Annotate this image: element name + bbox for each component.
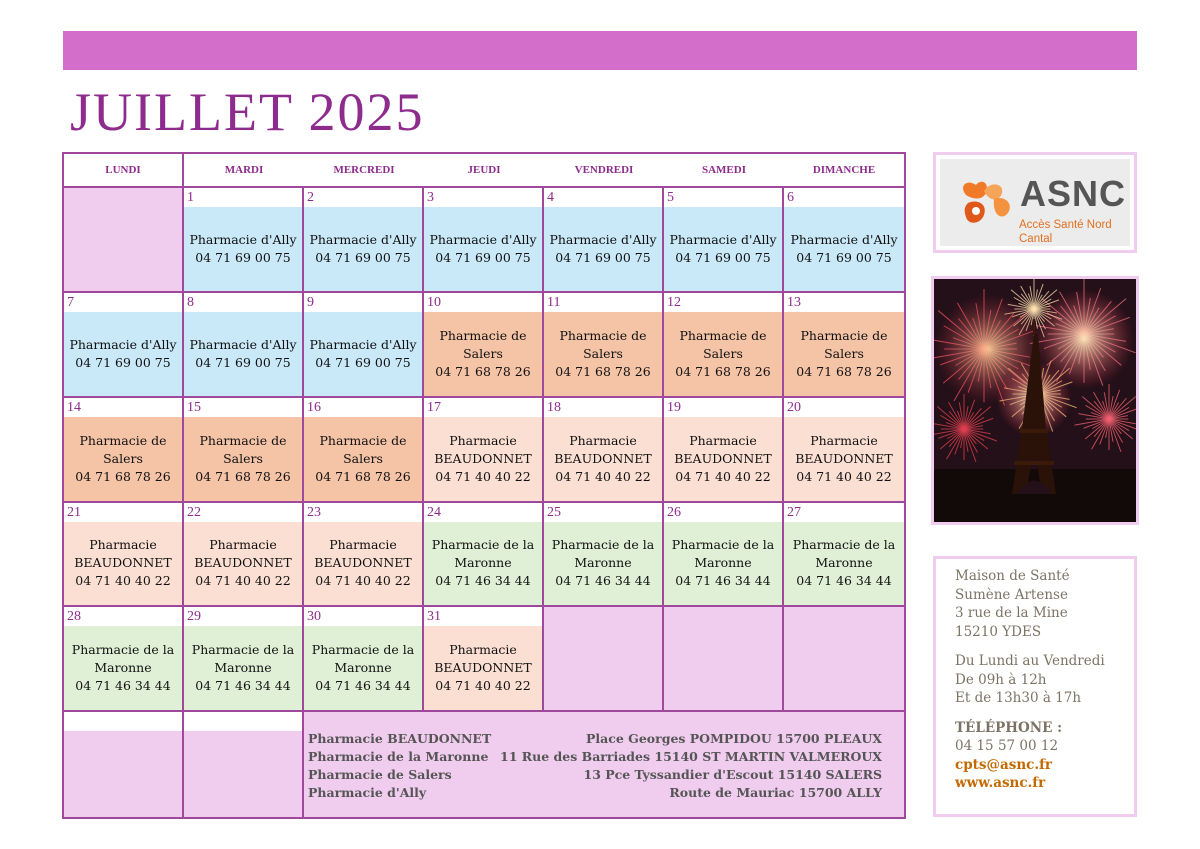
day-cell — [664, 188, 784, 293]
pharmacy-name: Salers — [703, 345, 743, 361]
pharmacy-name: Salers — [463, 345, 503, 361]
phone-label: TÉLÉPHONE : — [955, 719, 1063, 736]
weekday-tuesday: MARDI — [224, 164, 264, 176]
day-number: 9 — [307, 294, 314, 310]
pharmacy-on-duty — [184, 207, 302, 291]
pharmacy-phone: 04 71 40 40 22 — [555, 468, 651, 484]
pharmacy-on-duty — [424, 312, 542, 396]
pharmacy-phone: 04 71 68 78 26 — [796, 363, 892, 379]
pharmacy-name: Maronne — [454, 555, 512, 571]
pharmacy-name: Pharmacie — [569, 432, 637, 448]
pharmacy-name: Salers — [103, 450, 143, 466]
pharmacy-name: Maronne — [694, 555, 752, 571]
address-line: Maison de Santé — [955, 568, 1070, 584]
pharmacy-name: BEAUDONNET — [314, 555, 412, 571]
day-cell — [544, 398, 664, 503]
day-cell — [784, 293, 904, 398]
pharmacy-name: Pharmacie — [810, 432, 878, 448]
legend-pharmacy-address: 13 Pce Tyssandier d'Escout 15140 SALERS — [583, 767, 882, 783]
day-number: 8 — [187, 294, 194, 310]
day-cell — [304, 188, 424, 293]
address-line: Sumène Artense — [955, 586, 1068, 603]
pharmacy-name: Pharmacie — [449, 432, 517, 448]
legend-pharmacy-address: Place Georges POMPIDOU 15700 PLEAUX — [585, 731, 882, 747]
day-number: 13 — [787, 294, 801, 310]
pharmacy-name: Pharmacie de la — [551, 537, 655, 553]
pharmacy-phone: 04 71 69 00 75 — [435, 249, 531, 265]
pharmacy-phone: 04 71 69 00 75 — [195, 249, 291, 265]
pharmacy-legend — [304, 712, 904, 817]
day-cell — [304, 293, 424, 398]
day-cell — [184, 398, 304, 503]
pharmacy-name: Salers — [824, 345, 864, 361]
pharmacy-on-duty — [664, 312, 782, 396]
pharmacy-name: Pharmacie de — [199, 432, 287, 448]
pharmacy-name: Pharmacie de — [319, 432, 407, 448]
pharmacy-name: BEAUDONNET — [434, 660, 532, 676]
legend-pharmacy-name: Pharmacie de la Maronne — [308, 749, 489, 765]
day-number: 11 — [547, 294, 561, 310]
day-cell — [424, 607, 544, 712]
empty-day-cell — [664, 607, 784, 712]
pharmacy-phone: 04 71 68 78 26 — [675, 363, 771, 379]
pharmacy-phone: 04 71 69 00 75 — [796, 249, 892, 265]
day-cell — [184, 188, 304, 293]
pharmacy-name: Pharmacie d'Ally — [790, 231, 898, 247]
pharmacy-name: Salers — [223, 450, 263, 466]
logo-panel — [933, 152, 1137, 253]
day-number: 3 — [427, 190, 434, 205]
day-number: 14 — [67, 399, 81, 415]
pharmacy-name: Pharmacie — [449, 642, 517, 658]
pharmacy-name: Pharmacie de la — [792, 537, 896, 553]
pharmacy-on-duty — [64, 626, 182, 710]
pharmacy-on-duty — [304, 417, 422, 501]
pharmacy-phone: 04 71 68 78 26 — [75, 468, 171, 484]
day-number: 15 — [187, 399, 201, 415]
day-cell — [544, 188, 664, 293]
pharmacy-name: BEAUDONNET — [194, 555, 292, 571]
day-number: 2 — [307, 190, 314, 205]
legend-row — [308, 784, 882, 802]
day-cell — [424, 188, 544, 293]
pharmacy-on-duty — [304, 207, 422, 291]
weekday-sunday: DIMANCHE — [812, 164, 876, 176]
weekday-saturday: SAMEDI — [701, 164, 746, 176]
pharmacy-name: Pharmacie de — [800, 327, 888, 343]
pharmacy-name: Pharmacie — [209, 537, 277, 553]
day-number: 17 — [427, 399, 441, 415]
weekday-monday: LUNDI — [64, 154, 184, 186]
pharmacy-on-duty — [784, 522, 904, 606]
pharmacy-name: BEAUDONNET — [554, 450, 652, 466]
legend-pharmacy-address: 11 Rue des Barriades 15140 ST MARTIN VALMEROUX — [500, 749, 882, 765]
pharmacy-name: BEAUDONNET — [434, 450, 532, 466]
pharmacy-phone: 04 71 40 40 22 — [195, 573, 291, 589]
pharmacy-phone: 04 71 40 40 22 — [675, 468, 771, 484]
pharmacy-on-duty — [544, 522, 662, 606]
day-cell — [424, 293, 544, 398]
pharmacy-name: Pharmacie d'Ally — [189, 231, 297, 247]
day-cell — [544, 503, 664, 608]
pharmacy-phone: 04 71 46 34 44 — [195, 678, 291, 694]
day-cell — [64, 398, 184, 503]
day-cell — [784, 188, 904, 293]
pharmacy-name: Pharmacie de — [679, 327, 767, 343]
day-cell — [544, 293, 664, 398]
day-cell — [184, 293, 304, 398]
day-number: 18 — [547, 399, 561, 415]
pharmacy-on-duty — [664, 417, 782, 501]
pharmacy-on-duty — [304, 626, 422, 710]
pharmacy-name: BEAUDONNET — [674, 450, 772, 466]
day-number: 7 — [67, 294, 74, 310]
pharmacy-name: Pharmacie — [689, 432, 757, 448]
pharmacy-name: Pharmacie de — [559, 327, 647, 343]
legend-pharmacy-name: Pharmacie d'Ally — [308, 785, 427, 801]
pharmacy-name: Pharmacie d'Ally — [309, 336, 417, 352]
address-line: 3 rue de la Mine — [955, 605, 1068, 621]
pharmacy-on-duty — [424, 626, 542, 710]
pharmacy-on-duty — [424, 522, 542, 606]
weekday-wednesday: MERCREDI — [333, 164, 395, 176]
pharmacy-on-duty — [184, 626, 302, 710]
day-number: 20 — [787, 399, 801, 415]
pharmacy-name: Pharmacie d'Ally — [189, 336, 297, 352]
day-cell — [664, 503, 784, 608]
pharmacy-name: Pharmacie — [329, 537, 397, 553]
contact-panel — [933, 556, 1137, 817]
day-cell — [184, 503, 304, 608]
hours-line: Du Lundi au Vendredi — [955, 653, 1105, 669]
eiffel-fireworks-image — [931, 276, 1139, 525]
pharmacy-name: Salers — [343, 450, 383, 466]
day-number: 23 — [307, 504, 321, 520]
pharmacy-phone: 04 71 68 78 26 — [435, 363, 531, 379]
pharmacy-phone: 04 71 40 40 22 — [315, 573, 411, 589]
pharmacy-on-duty — [424, 207, 542, 291]
pharmacy-phone: 04 71 46 34 44 — [315, 678, 411, 694]
pharmacy-phone: 04 71 46 34 44 — [555, 573, 651, 589]
legend-row — [308, 766, 882, 784]
pharmacy-phone: 04 71 40 40 22 — [435, 678, 531, 694]
day-cell — [304, 503, 424, 608]
pharmacy-on-duty — [544, 207, 662, 291]
day-cell — [64, 503, 184, 608]
pharmacy-name: Pharmacie de — [79, 432, 167, 448]
day-number: 30 — [307, 609, 321, 625]
legend-pharmacy-name: Pharmacie de Salers — [308, 767, 452, 783]
day-number: 16 — [307, 399, 321, 415]
legend-row — [308, 748, 882, 766]
pharmacy-name: Maronne — [94, 660, 152, 676]
day-number: 10 — [427, 294, 441, 310]
pharmacy-phone: 04 71 40 40 22 — [75, 573, 171, 589]
pharmacy-on-duty — [184, 522, 302, 606]
pharmacy-phone: 04 71 40 40 22 — [435, 468, 531, 484]
day-cell — [784, 503, 904, 608]
day-number: 31 — [427, 609, 441, 625]
logo-text: ASNC — [1020, 173, 1127, 214]
pharmacy-name: Pharmacie de — [439, 327, 527, 343]
email-link[interactable]: cpts@asnc.fr — [955, 756, 1052, 773]
pharmacy-name: Maronne — [815, 555, 873, 571]
pharmacy-name: Pharmacie de la — [71, 642, 175, 658]
day-cell — [784, 398, 904, 503]
pharmacy-name: Pharmacie de la — [311, 642, 415, 658]
header-band — [63, 31, 1137, 70]
pharmacy-on-duty — [544, 417, 662, 501]
day-number: 6 — [787, 190, 794, 205]
pharmacy-name: Pharmacie d'Ally — [669, 231, 777, 247]
day-cell — [664, 398, 784, 503]
pharmacy-phone: 04 71 68 78 26 — [555, 363, 651, 379]
day-number: 4 — [547, 190, 554, 205]
hours-line: Et de 13h30 à 17h — [955, 690, 1082, 706]
day-cell — [304, 607, 424, 712]
day-cell — [64, 293, 184, 398]
legend-row — [308, 730, 882, 748]
page-title: JUILLET 2025 — [70, 82, 425, 142]
day-number: 12 — [667, 294, 681, 310]
pharmacy-phone: 04 71 68 78 26 — [315, 468, 411, 484]
pharmacy-name: Maronne — [574, 555, 632, 571]
pharmacy-on-duty — [784, 417, 904, 501]
pharmacy-phone: 04 71 46 34 44 — [675, 573, 771, 589]
day-number: 19 — [667, 399, 681, 415]
empty-day-cell — [544, 607, 664, 712]
pharmacy-phone: 04 71 69 00 75 — [315, 354, 411, 370]
day-number: 22 — [187, 504, 201, 520]
legend-pharmacy-name: Pharmacie BEAUDONNET — [308, 731, 492, 747]
day-cell — [304, 398, 424, 503]
pharmacy-on-duty — [184, 417, 302, 501]
pharmacy-name: Pharmacie de la — [191, 642, 295, 658]
day-cell — [664, 293, 784, 398]
pharmacy-on-duty — [664, 207, 782, 291]
pharmacy-phone: 04 71 69 00 75 — [555, 249, 651, 265]
weekday-thursday: JEUDI — [467, 164, 501, 176]
pharmacy-phone: 04 71 46 34 44 — [796, 573, 892, 589]
pharmacy-phone: 04 71 69 00 75 — [75, 354, 171, 370]
pharmacy-phone: 04 71 46 34 44 — [75, 678, 171, 694]
day-cell — [424, 398, 544, 503]
empty-day-cell — [184, 712, 304, 817]
pharmacy-phone: 04 71 69 00 75 — [315, 249, 411, 265]
pharmacy-phone: 04 71 69 00 75 — [195, 354, 291, 370]
pharmacy-name: BEAUDONNET — [795, 450, 893, 466]
pharmacy-on-duty — [664, 522, 782, 606]
empty-day-cell — [64, 712, 184, 817]
pharmacy-on-duty — [424, 417, 542, 501]
pharmacy-name: BEAUDONNET — [74, 555, 172, 571]
pharmacy-name: Salers — [583, 345, 623, 361]
pharmacy-on-duty — [184, 312, 302, 396]
fireworks-illustration — [934, 279, 1136, 522]
pharmacy-name: Pharmacie — [89, 537, 157, 553]
empty-day-cell — [784, 607, 904, 712]
pharmacy-on-duty — [64, 312, 182, 396]
day-number: 26 — [667, 504, 681, 520]
empty-day-cell — [64, 188, 184, 293]
day-number: 28 — [67, 609, 81, 625]
pharmacy-on-duty — [64, 522, 182, 606]
day-number: 29 — [187, 609, 201, 625]
pharmacy-name: Pharmacie d'Ally — [429, 231, 537, 247]
day-cell — [64, 607, 184, 712]
pharmacy-on-duty — [784, 207, 904, 291]
hours-line: De 09h à 12h — [955, 671, 1047, 688]
address-line: 15210 YDES — [955, 623, 1042, 640]
day-cell — [184, 607, 304, 712]
pharmacy-name: Pharmacie de la — [431, 537, 535, 553]
day-number: 5 — [667, 190, 674, 205]
pharmacy-name: Pharmacie d'Ally — [309, 231, 417, 247]
pharmacy-phone: 04 71 46 34 44 — [435, 573, 531, 589]
asnc-logo-icon — [954, 173, 1020, 233]
pharmacy-on-duty — [304, 312, 422, 396]
day-cell — [424, 503, 544, 608]
day-number: 24 — [427, 504, 441, 520]
pharmacy-phone: 04 71 40 40 22 — [796, 468, 892, 484]
calendar — [62, 152, 906, 819]
pharmacy-phone: 04 71 68 78 26 — [195, 468, 291, 484]
pharmacy-phone: 04 71 69 00 75 — [675, 249, 771, 265]
pharmacy-on-duty — [64, 417, 182, 501]
weekday-header — [64, 154, 904, 188]
pharmacy-on-duty — [784, 312, 904, 396]
day-number: 21 — [67, 504, 81, 520]
phone-number: 04 15 57 00 12 — [955, 738, 1059, 754]
day-number: 1 — [187, 190, 194, 205]
calendar-grid — [64, 188, 904, 817]
pharmacy-on-duty — [304, 522, 422, 606]
pharmacy-name: Maronne — [214, 660, 272, 676]
day-number: 25 — [547, 504, 561, 520]
pharmacy-name: Maronne — [334, 660, 392, 676]
pharmacy-name: Pharmacie d'Ally — [69, 336, 177, 352]
website-link[interactable]: www.asnc.fr — [955, 775, 1046, 791]
weekday-friday: VENDREDI — [574, 164, 634, 176]
pharmacy-name: Pharmacie d'Ally — [549, 231, 657, 247]
legend-pharmacy-address: Route de Mauriac 15700 ALLY — [669, 785, 882, 801]
day-number: 27 — [787, 504, 801, 520]
pharmacy-name: Pharmacie de la — [671, 537, 775, 553]
logo-subtitle: Accès Santé Nord Cantal — [1019, 219, 1112, 245]
pharmacy-on-duty — [544, 312, 662, 396]
